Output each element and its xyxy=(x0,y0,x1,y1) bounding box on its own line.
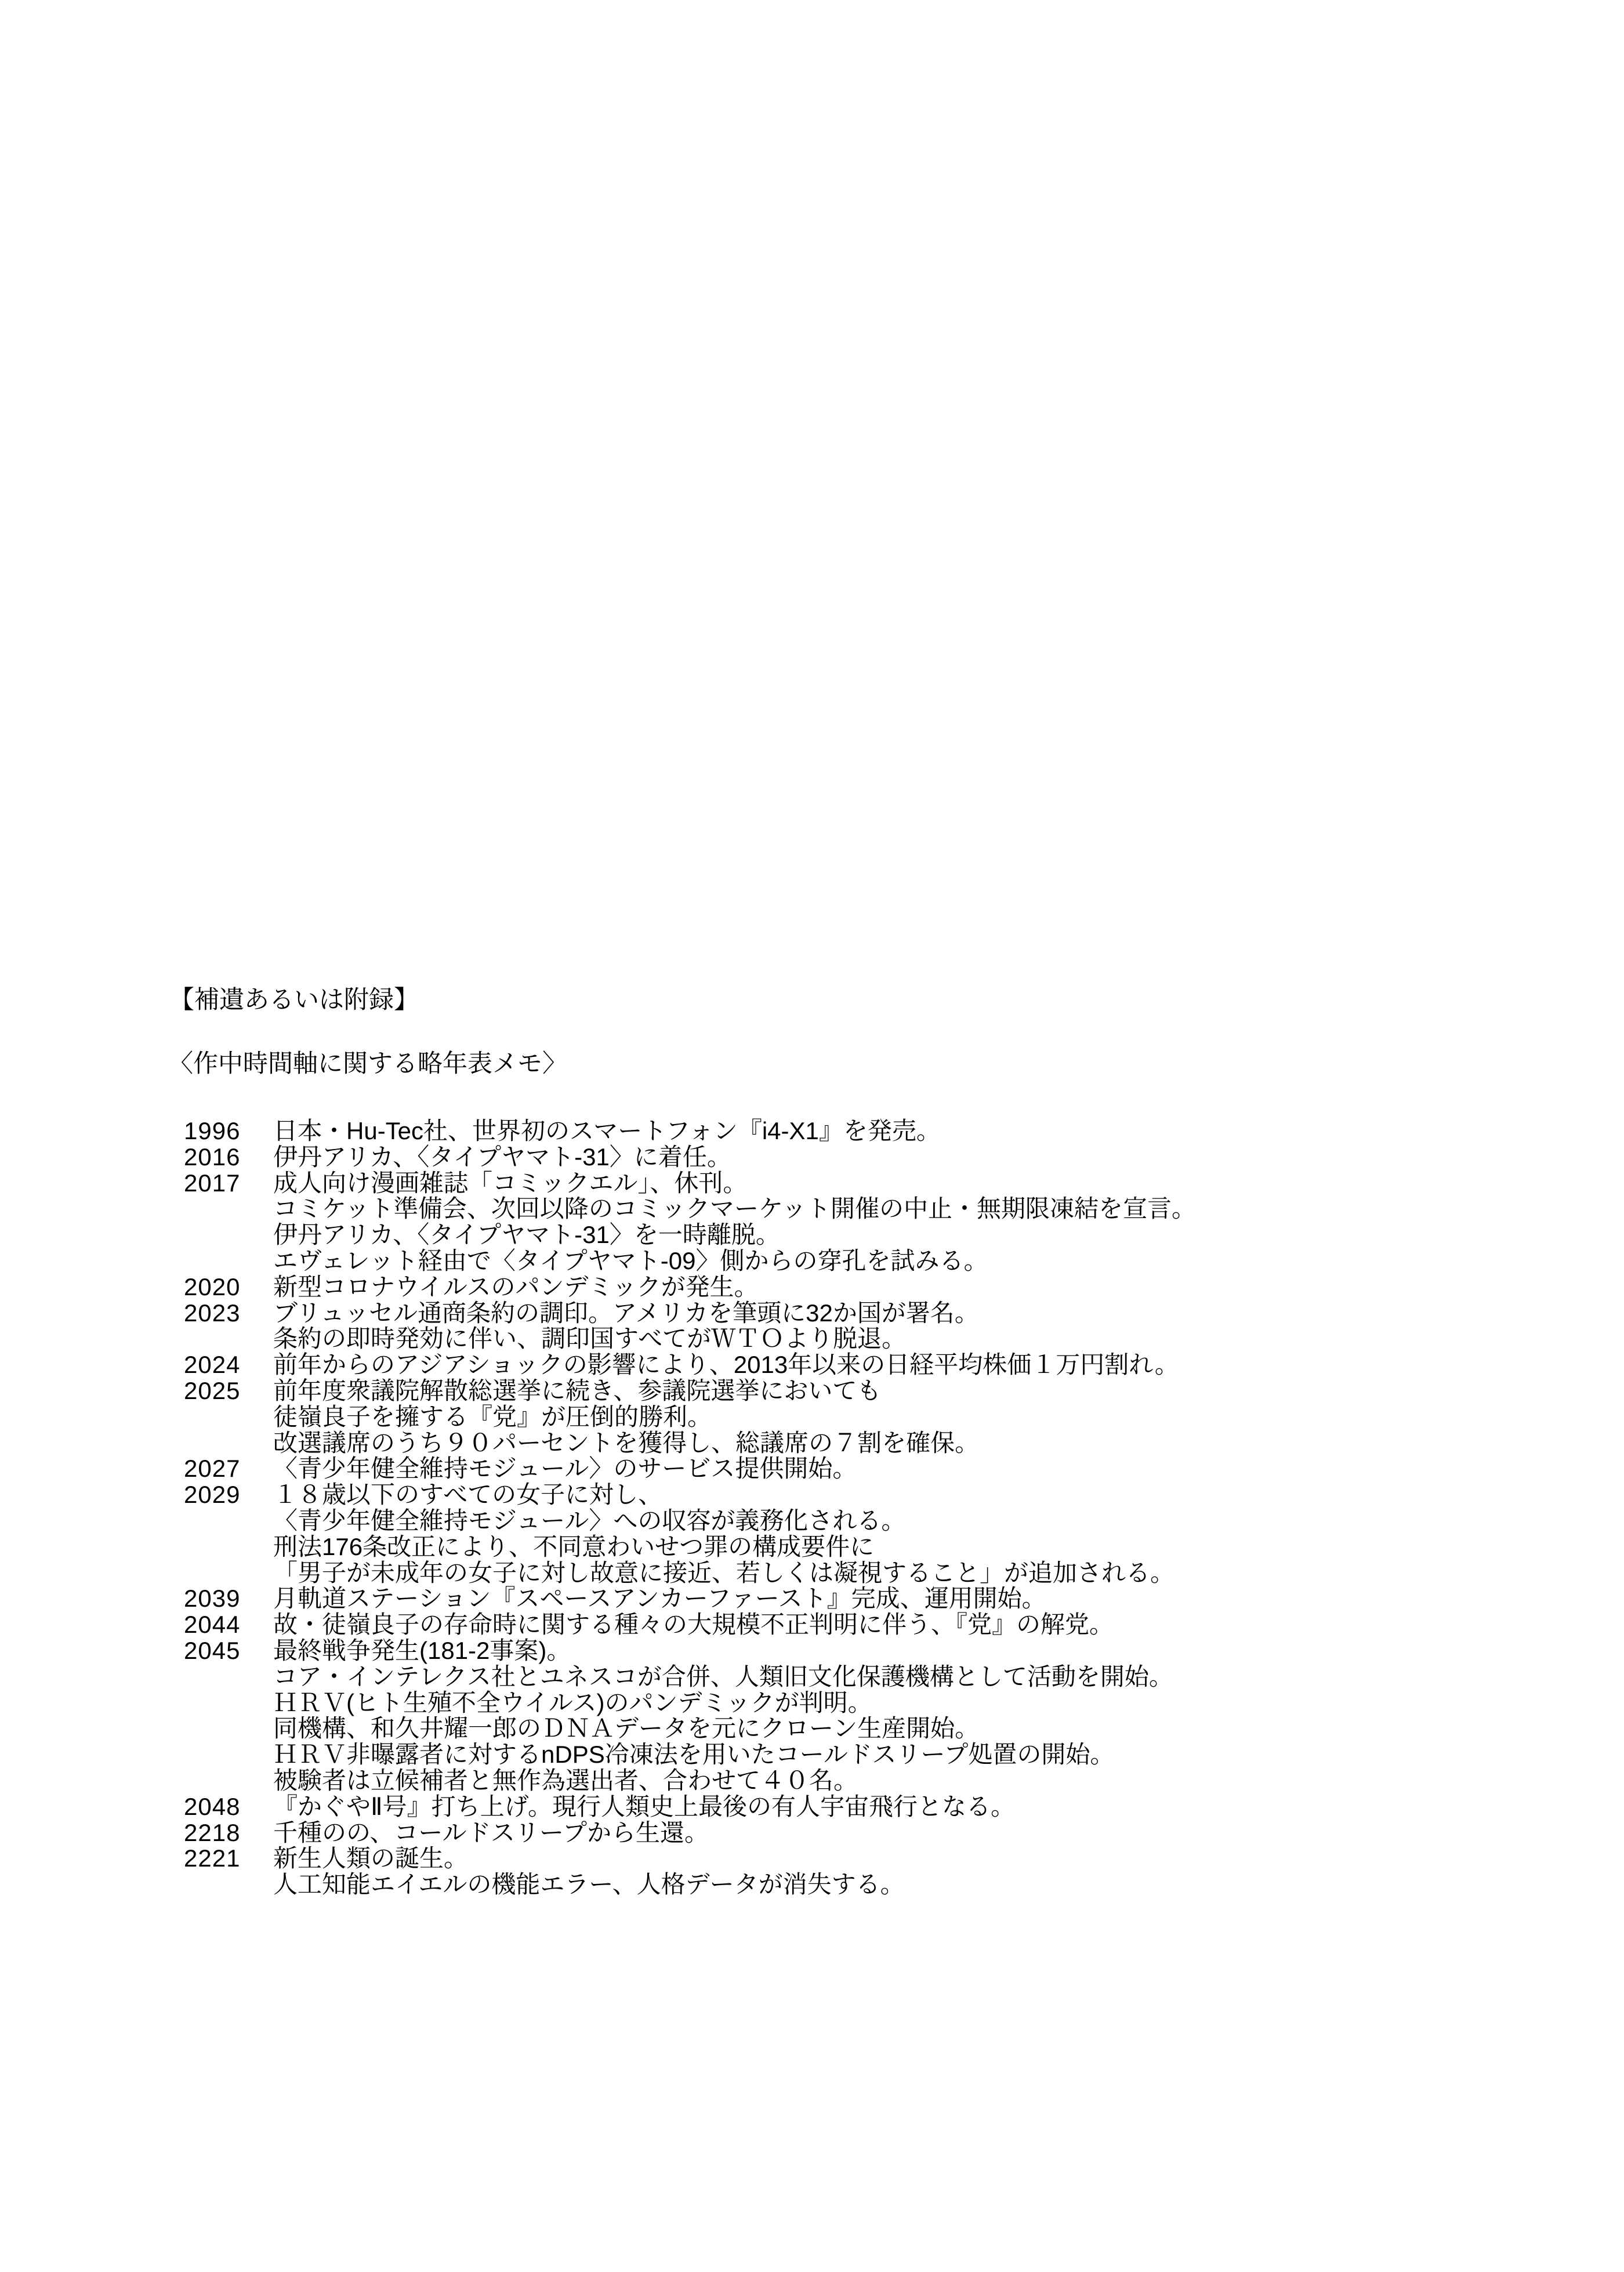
timeline-text: コミケット準備会、次回以降のコミックマーケット開催の中止・無期限凍結を宣言。 xyxy=(273,1195,1196,1223)
timeline-text: 同機構、和久井耀一郎のＤＮＡデータを元にクローン生産開始。 xyxy=(273,1715,980,1742)
timeline-year: 2045 xyxy=(184,1636,241,1664)
timeline-text: 成人向け漫画雑誌「コミックエル」、休刊。 xyxy=(273,1169,748,1197)
timeline-row xyxy=(184,1586,1196,1612)
timeline-year: 2017 xyxy=(184,1169,241,1197)
timeline-text: 被験者は立候補者と無作為選出者、合わせて４０名。 xyxy=(273,1766,858,1794)
timeline-row xyxy=(184,1222,1196,1248)
timeline-row xyxy=(184,1378,1196,1404)
timeline-text: 前年からのアジアショックの影響により、2013年以来の日経平均株価１万円割れ。 xyxy=(273,1351,1179,1379)
timeline-year: 2024 xyxy=(184,1351,241,1379)
timeline-year: 1996 xyxy=(184,1117,241,1144)
timeline-text: 人工知能エイエルの機能エラー、人格データが消失する。 xyxy=(273,1871,905,1898)
timeline-year: 2023 xyxy=(184,1299,241,1327)
timeline-text: 最終戦争発生(181-2事案)。 xyxy=(273,1636,571,1664)
timeline-row xyxy=(184,1690,1196,1716)
timeline-text: 伊丹アリカ、〈タイプヤマト-31〉を一時離脱。 xyxy=(273,1221,780,1249)
timeline-text: 『かぐやⅡ号』打ち上げ。現行人類史上最後の有人宇宙飛行となる。 xyxy=(273,1792,1015,1820)
timeline-row xyxy=(184,1352,1196,1378)
timeline-row xyxy=(184,1560,1196,1586)
timeline-row xyxy=(184,1612,1196,1638)
timeline-row xyxy=(184,1196,1196,1222)
timeline-row xyxy=(184,1664,1196,1690)
timeline-year: 2039 xyxy=(184,1585,241,1612)
timeline-year: 2029 xyxy=(184,1481,241,1509)
timeline-year: 2016 xyxy=(184,1143,241,1171)
timeline-row xyxy=(184,1794,1196,1820)
timeline-text: エヴェレット経由で〈タイプヤマト-09〉側からの穿孔を試みる。 xyxy=(273,1246,988,1274)
timeline-row xyxy=(184,1248,1196,1274)
timeline-row xyxy=(184,1820,1196,1846)
timeline-text: 徒嶺良子を擁する『党』が圧倒的勝利。 xyxy=(273,1403,712,1430)
timeline-year: 2218 xyxy=(184,1818,241,1846)
timeline xyxy=(184,1118,1196,1898)
timeline-year: 2027 xyxy=(184,1455,241,1483)
timeline-text: 千種のの、コールドスリープから生還。 xyxy=(273,1818,709,1846)
timeline-row xyxy=(184,1456,1196,1482)
timeline-row xyxy=(184,1508,1196,1534)
timeline-row xyxy=(184,1300,1196,1327)
timeline-year: 2048 xyxy=(184,1792,241,1820)
timeline-text: 刑法176条改正により、不同意わいせつ罪の構成要件に xyxy=(273,1532,875,1560)
timeline-row xyxy=(184,1118,1196,1144)
timeline-year: 2221 xyxy=(184,1845,241,1872)
timeline-row xyxy=(184,1768,1196,1794)
timeline-row xyxy=(184,1716,1196,1742)
timeline-row xyxy=(184,1404,1196,1430)
timeline-text: 伊丹アリカ、〈タイプヤマト-31〉に着任。 xyxy=(273,1143,731,1171)
timeline-text: 「男子が未成年の女子に対し故意に接近、若しくは凝視すること」が追加される。 xyxy=(273,1559,1175,1586)
timeline-row xyxy=(184,1274,1196,1300)
timeline-row xyxy=(184,1144,1196,1171)
timeline-row xyxy=(184,1638,1196,1664)
timeline-year: 2044 xyxy=(184,1611,241,1639)
timeline-row xyxy=(184,1326,1196,1352)
timeline-text: 新生人類の誕生。 xyxy=(273,1845,469,1872)
timeline-row xyxy=(184,1171,1196,1197)
timeline-subtitle: 〈作中時間軸に関する略年表メモ〉 xyxy=(168,1050,567,1078)
timeline-text: 新型コロナウイルスのパンデミックが発生。 xyxy=(273,1273,759,1300)
timeline-text: ＨＲＶ(ヒト生殖不全ウイルス)のパンデミックが判明。 xyxy=(273,1688,872,1716)
timeline-text: 月軌道ステーション『スペースアンカーファースト』完成、運用開始。 xyxy=(273,1585,1046,1612)
timeline-row xyxy=(184,1846,1196,1872)
timeline-text: 〈青少年健全維持モジュール〉への収容が義務化される。 xyxy=(273,1506,906,1534)
timeline-year: 2020 xyxy=(184,1273,241,1300)
timeline-row xyxy=(184,1534,1196,1560)
timeline-text: 前年度衆議院解散総選挙に続き、参議院選挙においても xyxy=(273,1376,882,1404)
timeline-year: 2025 xyxy=(184,1376,241,1404)
timeline-text: 条約の即時発効に伴い、調印国すべてがＷＴＯより脱退。 xyxy=(273,1325,907,1353)
timeline-row xyxy=(184,1482,1196,1508)
timeline-text: コア・インテレクス社とユネスコが合併、人類旧文化保護機構として活動を開始。 xyxy=(273,1662,1173,1690)
timeline-text: ブリュッセル通商条約の調印。アメリカを筆頭に32か国が署名。 xyxy=(273,1299,979,1327)
timeline-text: 故・徒嶺良子の存命時に関する種々の大規模不正判明に伴う、『党』の解党。 xyxy=(273,1611,1114,1639)
timeline-row xyxy=(184,1430,1196,1456)
timeline-text: 改選議席のうち９０パーセントを獲得し、総議席の７割を確保。 xyxy=(273,1429,980,1456)
timeline-text: ＨＲＶ非曝露者に対するnDPS冷凍法を用いたコールドスリープ処置の開始。 xyxy=(273,1741,1115,1769)
timeline-text: 日本・Hu-Tec社、世界初のスマートフォン『i4-X1』を発売。 xyxy=(273,1117,941,1144)
timeline-text: １８歳以下のすべての女子に対し、 xyxy=(273,1481,663,1509)
timeline-row xyxy=(184,1742,1196,1768)
appendix-heading: 【補遺あるいは附録】 xyxy=(169,986,419,1014)
timeline-row xyxy=(184,1872,1196,1898)
timeline-text: 〈青少年健全維持モジュール〉のサービス提供開始。 xyxy=(273,1455,857,1483)
